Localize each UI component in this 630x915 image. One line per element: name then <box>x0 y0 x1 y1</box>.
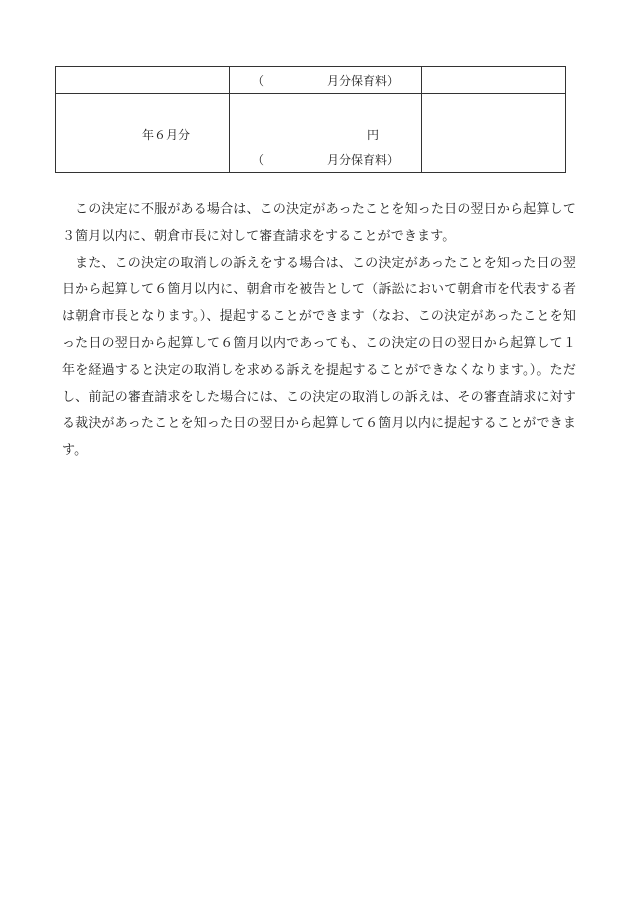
appeal-notice <box>62 197 576 465</box>
fee-month-note <box>252 72 399 89</box>
note-cell <box>422 94 566 173</box>
paren-open: （ <box>252 74 265 88</box>
fee-table <box>55 66 566 173</box>
amount-value: 円 <box>366 128 379 142</box>
fee-month-text: 月分保育料） <box>326 74 399 88</box>
amount-cell <box>230 67 422 94</box>
period-cell <box>56 94 230 173</box>
fee-month-note <box>252 151 399 168</box>
table-row <box>56 94 566 173</box>
table-row <box>56 67 566 94</box>
paren-open: （ <box>252 153 265 167</box>
amount-cell <box>230 94 422 173</box>
notice-paragraph: また、この決定の取消しの訴えをする場合は、この決定があったことを知った日の翌日から起算して６箇月以内に、朝倉市を被告として（訴訟において朝倉市を代表する者は朝倉市長となります。）、提起することができます（なお、この決定があったことを知った日の翌日から起算して６箇月以内であっても、この決定の日の翌日から起算して１年を経過すると決定の取消しを求める訴えを提起することができなくなります。）。ただし、前記の審査請求をした場合には、この決定の取消しの訴えは、その審査請求に対する裁決があったことを知った日の翌日から起算して６箇月以内に提起することができます。 <box>62 255 576 459</box>
period-label: 年６月分 <box>142 128 191 142</box>
fee-month-text: 月分保育料） <box>326 153 399 167</box>
note-cell <box>422 67 566 94</box>
notice-paragraph: この決定に不服がある場合は、この決定があったことを知った日の翌日から起算して３箇月以内に、朝倉市長に対して審査請求をすることができます。 <box>62 202 576 244</box>
period-cell <box>56 67 230 94</box>
